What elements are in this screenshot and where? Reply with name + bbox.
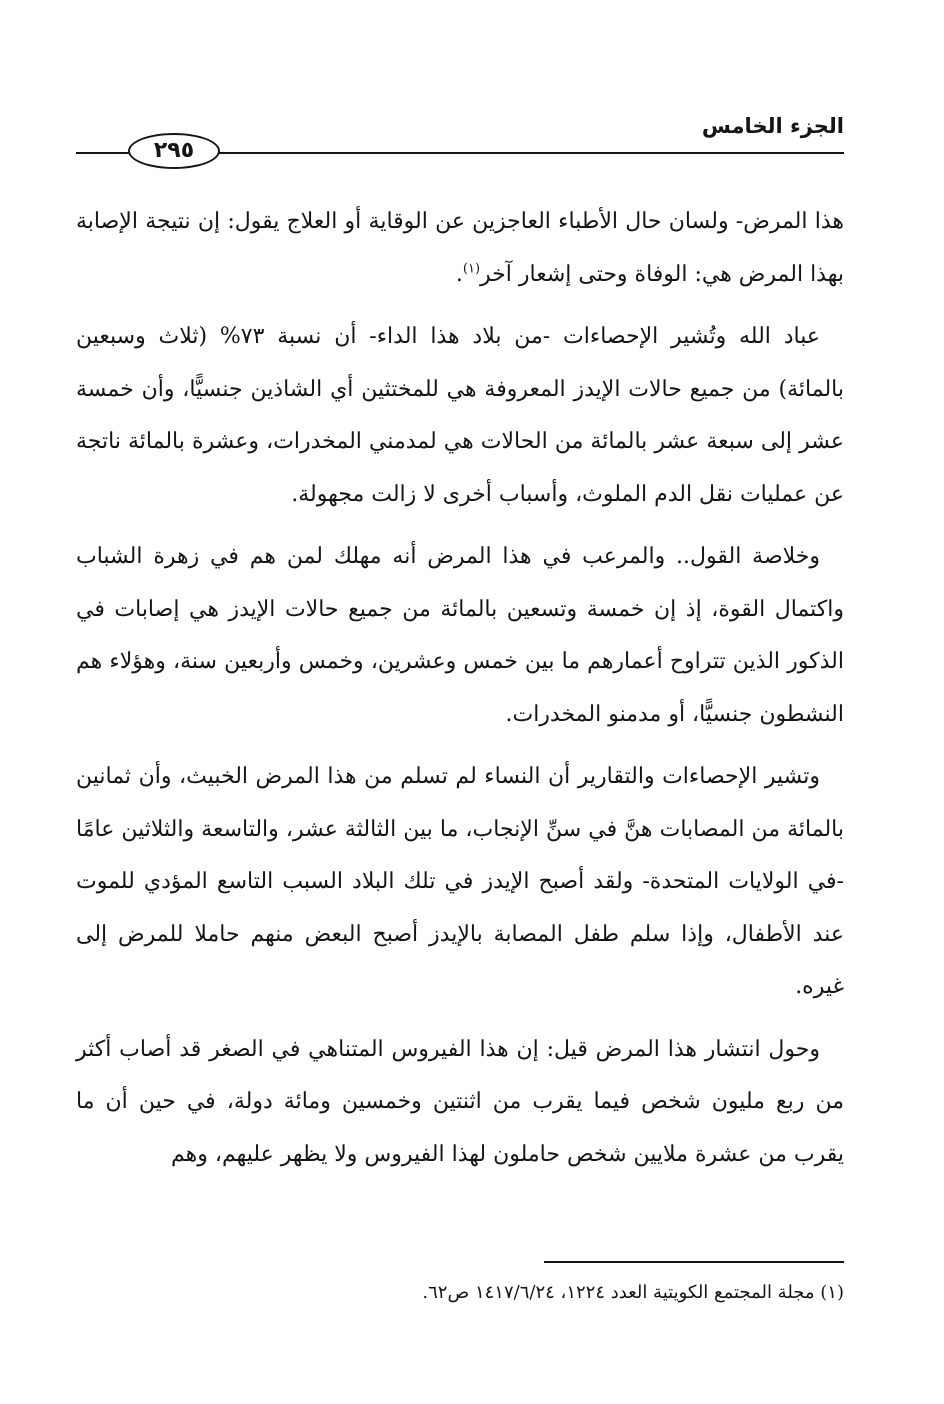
paragraph-2: عباد الله وتُشير الإحصاءات -من بلاد هذا الداء- أن نسبة ٧٣% (ثلاث وسبعين بالمائة) من جميع حالات الإيدز المعروفة هي للمختثين أي الشاذين جنسيًّا، وأن خمسة عشر إلى سبعة عشر بالمائة من الحالات هي لمدمني المخدرات، وعشرة بالمائة ناتجة عن عمليات نقل الدم الملوث، وأسباب أخرى لا زالت مجهولة. <box>76 324 844 507</box>
footnote: (١) مجلة المجتمع الكويتية العدد ١٢٢٤، ١٤١٧/٦/٢٤ ص٦٢. <box>422 1282 844 1303</box>
paragraph-1 <box>76 196 844 301</box>
paragraph-5: وحول انتشار هذا المرض قيل: إن هذا الفيروس المتناهي في الصغر قد أصاب أكثر من ربع مليون شخص فيما يقرب من اثنتين وخمسين ومائة دولة، في حين أن ما يقرب من عشرة ملايين شخص حاملون لهذا الفيروس ولا يظهر عليهم، وهم <box>76 1036 844 1167</box>
page-number: ٢٩٥ <box>128 133 220 169</box>
body-text <box>76 196 844 1191</box>
paragraph-text: هذا المرض- ولسان حال الأطباء العاجزين عن الوقاية أو العلاج يقول: إن نتيجة الإصابة بهذا المرض هي: الوفاة وحتى إشعار آخر <box>76 209 844 287</box>
running-head: الجزء الخامس <box>701 114 844 138</box>
footnote-marker: (١) <box>462 261 481 277</box>
paragraph-3: وخلاصة القول.. والمرعب في هذا المرض أنه مهلك لمن هم في زهرة الشباب واكتمال القوة، إذ إن خمسة وتسعين بالمائة من جميع حالات الإيدز هي إصابات في الذكور الذين تتراوح أعمارهم ما بين خمس وعشرين، وخمس وأربعين سنة، وهؤلاء هم النشطون جنسيًّا، أو مدمنو المخدرات. <box>76 544 844 727</box>
paragraph-4: وتشير الإحصاءات والتقارير أن النساء لم تسلم من هذا المرض الخبيث، وأن ثمانين بالمائة من المصابات هنَّ في سنِّ الإنجاب، ما بين الثالثة عشر، والتاسعة والثلاثين عامًا -في الولايات المتحدة- ولقد أصبح الإيدز في تلك البلاد السبب التاسع المؤدي للموت عند الأطفال، وإذا سلم طفل المصابة بالإيدز أصبح البعض منهم حاملا للمرض إلى غيره. <box>76 764 844 999</box>
paragraph-end-punctuation: . <box>455 261 463 287</box>
footnote-rule <box>544 1261 844 1263</box>
